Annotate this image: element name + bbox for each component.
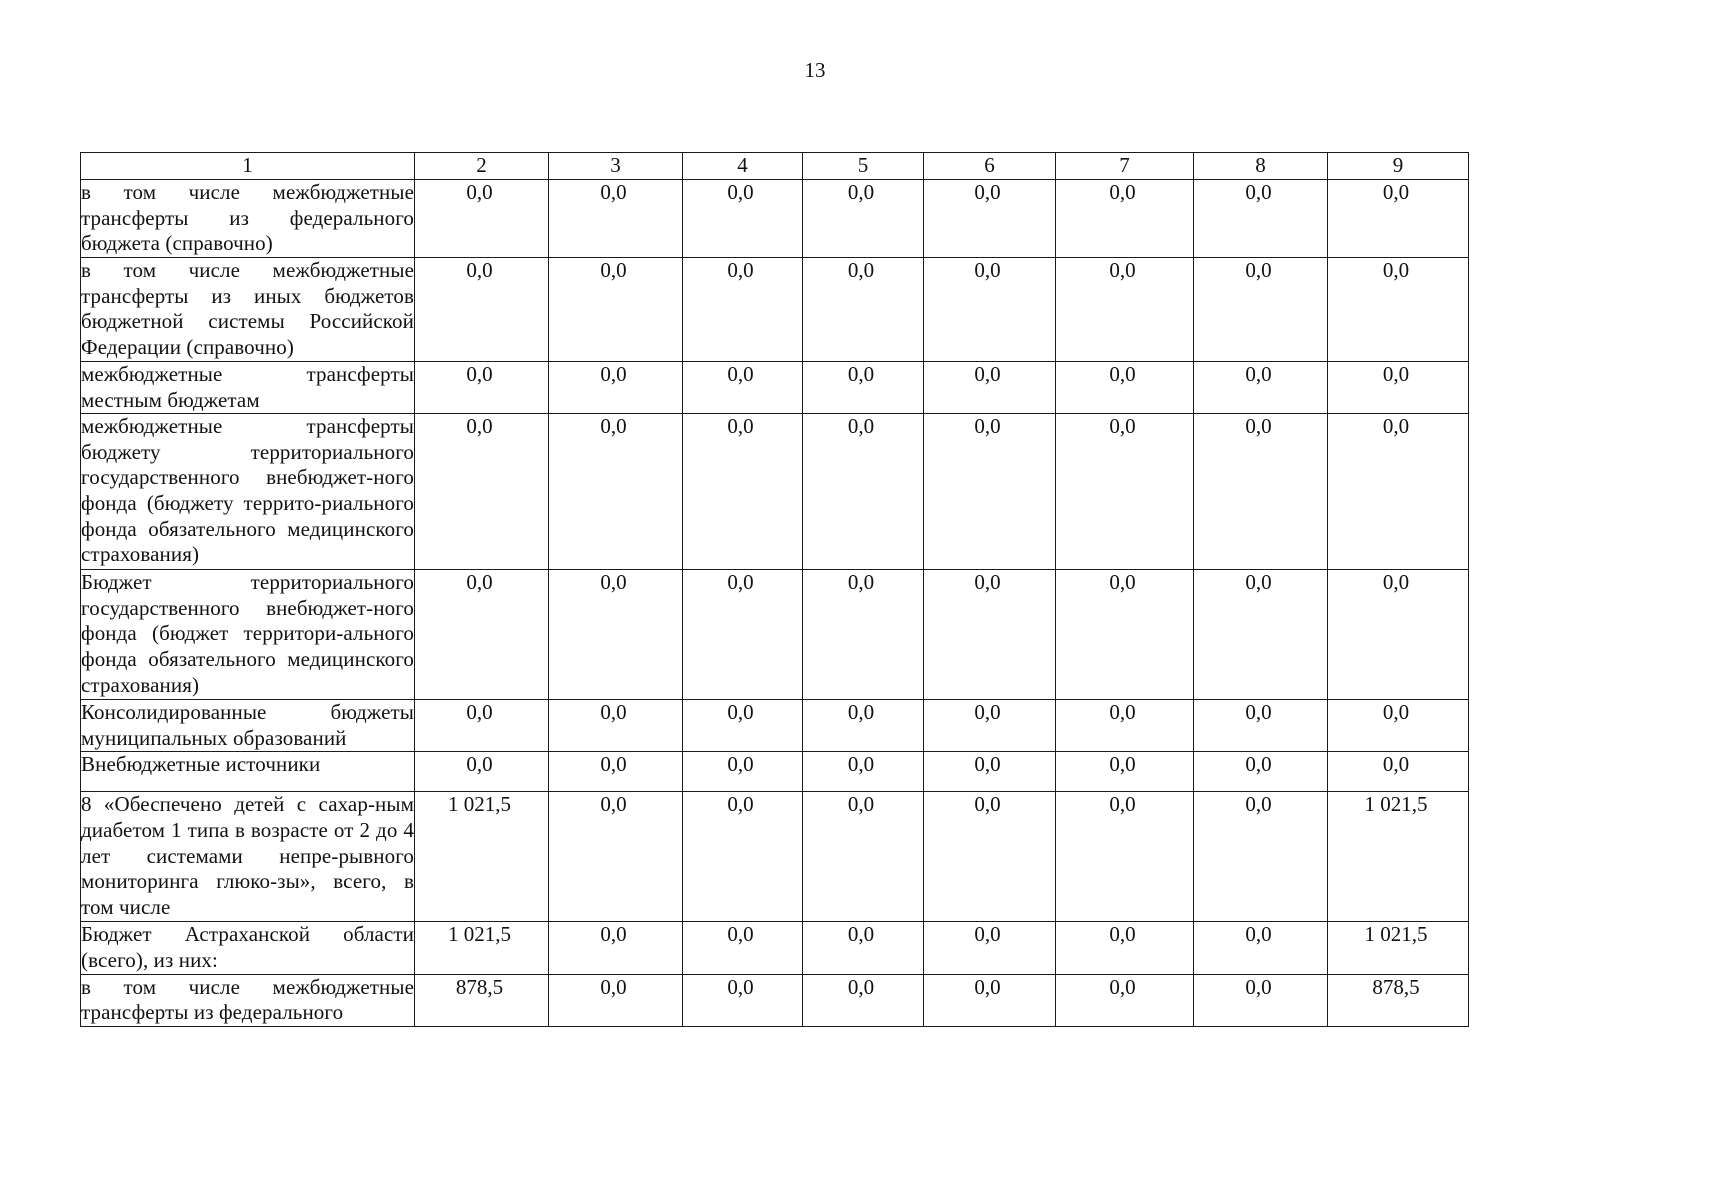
cell-value: 0,0 [727, 570, 754, 595]
row-label: Консолидированные бюджеты муниципальных образований [81, 700, 415, 752]
column-header: 5 [803, 153, 924, 180]
value-cell [803, 792, 924, 922]
cell-value: 0,0 [1245, 974, 1272, 999]
cell-value: 0,0 [847, 700, 875, 725]
cell-value: 0,0 [466, 752, 493, 777]
value-cell [1056, 258, 1194, 362]
cell-value: 0,0 [847, 258, 875, 282]
cell-value: 0,0 [466, 570, 493, 595]
cell-value: 0,0 [600, 792, 627, 817]
cell-value: 0,0 [1382, 700, 1410, 725]
value-cell [415, 974, 549, 1026]
value-cell [924, 752, 1056, 792]
table-row [81, 258, 1469, 362]
cell-value: 0,0 [727, 258, 754, 282]
value-cell [1194, 752, 1328, 792]
cell-value: 878,5 [1372, 974, 1420, 999]
value-cell [924, 974, 1056, 1026]
value-cell [803, 922, 924, 974]
column-header: 6 [924, 153, 1056, 180]
value-cell [924, 180, 1056, 258]
column-header: 1 [81, 153, 415, 180]
value-cell [683, 700, 803, 752]
cell-value: 0,0 [1109, 258, 1136, 282]
value-cell [924, 922, 1056, 974]
value-cell [803, 362, 924, 414]
cell-value: 1 021,5 [448, 792, 511, 817]
row-label: Внебюджетные источники [81, 752, 415, 792]
cell-value: 0,0 [1382, 180, 1410, 204]
cell-value: 0,0 [847, 922, 875, 947]
column-header: 9 [1328, 153, 1469, 180]
cell-value: 0,0 [1245, 700, 1272, 725]
table-row [81, 922, 1469, 974]
value-cell [549, 362, 683, 414]
value-cell [683, 414, 803, 570]
value-cell [415, 362, 549, 414]
cell-value: 0,0 [974, 752, 1001, 777]
table-row [81, 570, 1469, 700]
cell-value: 0,0 [974, 700, 1001, 725]
value-cell [549, 180, 683, 258]
row-label: в том числе межбюджетные трансферты из федерального [81, 974, 415, 1026]
table-row [81, 974, 1469, 1026]
value-cell [1194, 570, 1328, 700]
value-cell [549, 752, 683, 792]
cell-value: 0,0 [1109, 792, 1136, 817]
value-cell [1328, 180, 1469, 258]
cell-value: 0,0 [1382, 752, 1410, 777]
value-cell [1194, 362, 1328, 414]
table-row [81, 792, 1469, 922]
value-cell [1056, 414, 1194, 570]
value-cell [924, 570, 1056, 700]
value-cell [803, 700, 924, 752]
cell-value: 0,0 [727, 922, 754, 947]
value-cell [924, 258, 1056, 362]
value-cell [415, 414, 549, 570]
cell-value: 0,0 [974, 258, 1001, 282]
row-label: Бюджет Астраханской области (всего), из них: [81, 922, 415, 974]
cell-value: 0,0 [600, 180, 627, 204]
value-cell [549, 792, 683, 922]
cell-value: 0,0 [1109, 700, 1136, 725]
row-label: в том числе межбюджетные трансферты из иных бюджетов бюджетной системы Российской Федерации (справочно) [81, 258, 415, 362]
value-cell [803, 414, 924, 570]
row-label: межбюджетные трансферты местным бюджетам [81, 362, 415, 414]
cell-value: 0,0 [1245, 752, 1272, 777]
table-row [81, 180, 1469, 258]
value-cell [1194, 922, 1328, 974]
value-cell [683, 180, 803, 258]
cell-value: 0,0 [1109, 362, 1136, 386]
value-cell [1328, 700, 1469, 752]
value-cell [1328, 570, 1469, 700]
cell-value: 1 021,5 [1364, 792, 1428, 817]
cell-value: 0,0 [1245, 362, 1272, 386]
cell-value: 0,0 [974, 792, 1001, 817]
value-cell [1328, 414, 1469, 570]
value-cell [549, 974, 683, 1026]
cell-value: 0,0 [974, 362, 1001, 386]
cell-value: 1 021,5 [1364, 922, 1428, 947]
cell-value: 0,0 [727, 180, 754, 204]
value-cell [1194, 258, 1328, 362]
cell-value: 0,0 [1382, 414, 1410, 439]
value-cell [683, 974, 803, 1026]
value-cell [415, 922, 549, 974]
value-cell [803, 974, 924, 1026]
value-cell [1328, 362, 1469, 414]
table-row [81, 700, 1469, 752]
cell-value: 0,0 [600, 752, 627, 777]
table-row [81, 414, 1469, 570]
value-cell [1328, 922, 1469, 974]
cell-value: 0,0 [974, 974, 1001, 999]
cell-value: 0,0 [727, 414, 754, 439]
value-cell [415, 570, 549, 700]
page-number: 13 [804, 58, 826, 82]
cell-value: 0,0 [600, 700, 627, 725]
value-cell [803, 570, 924, 700]
row-label: в том числе межбюджетные трансферты из федерального бюджета (справочно) [81, 180, 415, 258]
cell-value: 0,0 [466, 180, 493, 204]
value-cell [1194, 414, 1328, 570]
cell-value: 0,0 [1245, 922, 1272, 947]
cell-value: 0,0 [847, 180, 875, 204]
value-cell [1194, 974, 1328, 1026]
value-cell [924, 792, 1056, 922]
value-cell [1328, 792, 1469, 922]
cell-value: 0,0 [1109, 180, 1136, 204]
cell-value: 0,0 [847, 974, 875, 999]
cell-value: 0,0 [974, 414, 1001, 439]
cell-value: 0,0 [1109, 974, 1136, 999]
value-cell [924, 700, 1056, 752]
cell-value: 0,0 [974, 570, 1001, 595]
value-cell [924, 414, 1056, 570]
value-cell [924, 362, 1056, 414]
cell-value: 0,0 [600, 974, 627, 999]
value-cell [1056, 570, 1194, 700]
value-cell [549, 922, 683, 974]
cell-value: 0,0 [600, 570, 627, 595]
cell-value: 0,0 [1245, 414, 1272, 439]
table-body [81, 180, 1469, 1027]
value-cell [549, 570, 683, 700]
column-header: 7 [1056, 153, 1194, 180]
value-cell [683, 922, 803, 974]
value-cell [803, 180, 924, 258]
value-cell [549, 700, 683, 752]
value-cell [549, 414, 683, 570]
cell-value: 0,0 [727, 792, 754, 817]
column-header: 2 [415, 153, 549, 180]
cell-value: 0,0 [1245, 570, 1272, 595]
value-cell [1194, 792, 1328, 922]
value-cell [803, 258, 924, 362]
value-cell [803, 752, 924, 792]
cell-value: 0,0 [466, 700, 493, 725]
value-cell [1194, 180, 1328, 258]
cell-value: 0,0 [1109, 570, 1136, 595]
value-cell [1056, 922, 1194, 974]
cell-value: 0,0 [1245, 258, 1272, 282]
value-cell [683, 752, 803, 792]
cell-value: 0,0 [974, 180, 1001, 204]
cell-value: 0,0 [466, 414, 493, 439]
row-label: 8 «Обеспечено детей с сахар-ным диабетом 1 типа в возрасте от 2 до 4 лет системами непре-рывного мониторинга глюко-зы», всего, в том числе [81, 792, 415, 922]
cell-value: 0,0 [600, 362, 627, 386]
cell-value: 0,0 [600, 922, 627, 947]
value-cell [415, 752, 549, 792]
cell-value: 0,0 [727, 752, 754, 777]
cell-value: 0,0 [1109, 752, 1136, 777]
cell-value: 0,0 [600, 258, 627, 282]
cell-value: 0,0 [1245, 180, 1272, 204]
column-header: 4 [683, 153, 803, 180]
cell-value: 0,0 [600, 414, 627, 439]
table-header-row [81, 153, 1469, 180]
column-header: 8 [1194, 153, 1328, 180]
row-label: межбюджетные трансферты бюджету территориального государственного внебюджет-ного фонда (бюджету террито-риального фонда обязательного медицинского страхования) [81, 414, 415, 570]
cell-value: 0,0 [1109, 414, 1136, 439]
cell-value: 0,0 [1245, 792, 1272, 817]
cell-value: 0,0 [847, 362, 875, 386]
value-cell [1056, 974, 1194, 1026]
value-cell [683, 792, 803, 922]
cell-value: 0,0 [727, 362, 754, 386]
cell-value: 0,0 [466, 258, 493, 282]
value-cell [1056, 752, 1194, 792]
value-cell [415, 700, 549, 752]
value-cell [683, 570, 803, 700]
value-cell [683, 258, 803, 362]
cell-value: 0,0 [727, 700, 754, 725]
cell-value: 0,0 [1109, 922, 1136, 947]
cell-value: 0,0 [847, 792, 875, 817]
value-cell [1056, 700, 1194, 752]
cell-value: 0,0 [974, 922, 1001, 947]
value-cell [1328, 752, 1469, 792]
value-cell [1056, 792, 1194, 922]
value-cell [1328, 258, 1469, 362]
cell-value: 0,0 [847, 414, 875, 439]
value-cell [1056, 362, 1194, 414]
value-cell [549, 258, 683, 362]
budget-table [80, 152, 1469, 1027]
row-label: Бюджет территориального государственного внебюджет-ного фонда (бюджет территори-ального фонда обязательного медицинского страхования) [81, 570, 415, 700]
value-cell [1194, 700, 1328, 752]
cell-value: 0,0 [1382, 362, 1410, 386]
value-cell [683, 362, 803, 414]
value-cell [415, 180, 549, 258]
cell-value: 1 021,5 [448, 922, 511, 947]
cell-value: 0,0 [847, 570, 875, 595]
cell-value: 0,0 [1382, 258, 1410, 282]
value-cell [415, 792, 549, 922]
cell-value: 0,0 [727, 974, 754, 999]
column-header: 3 [549, 153, 683, 180]
table-row [81, 752, 1469, 792]
cell-value: 0,0 [1382, 570, 1410, 595]
value-cell [415, 258, 549, 362]
table-row [81, 362, 1469, 414]
cell-value: 878,5 [455, 974, 504, 999]
value-cell [1328, 974, 1469, 1026]
cell-value: 0,0 [847, 752, 875, 777]
cell-value: 0,0 [466, 362, 493, 386]
value-cell [1056, 180, 1194, 258]
